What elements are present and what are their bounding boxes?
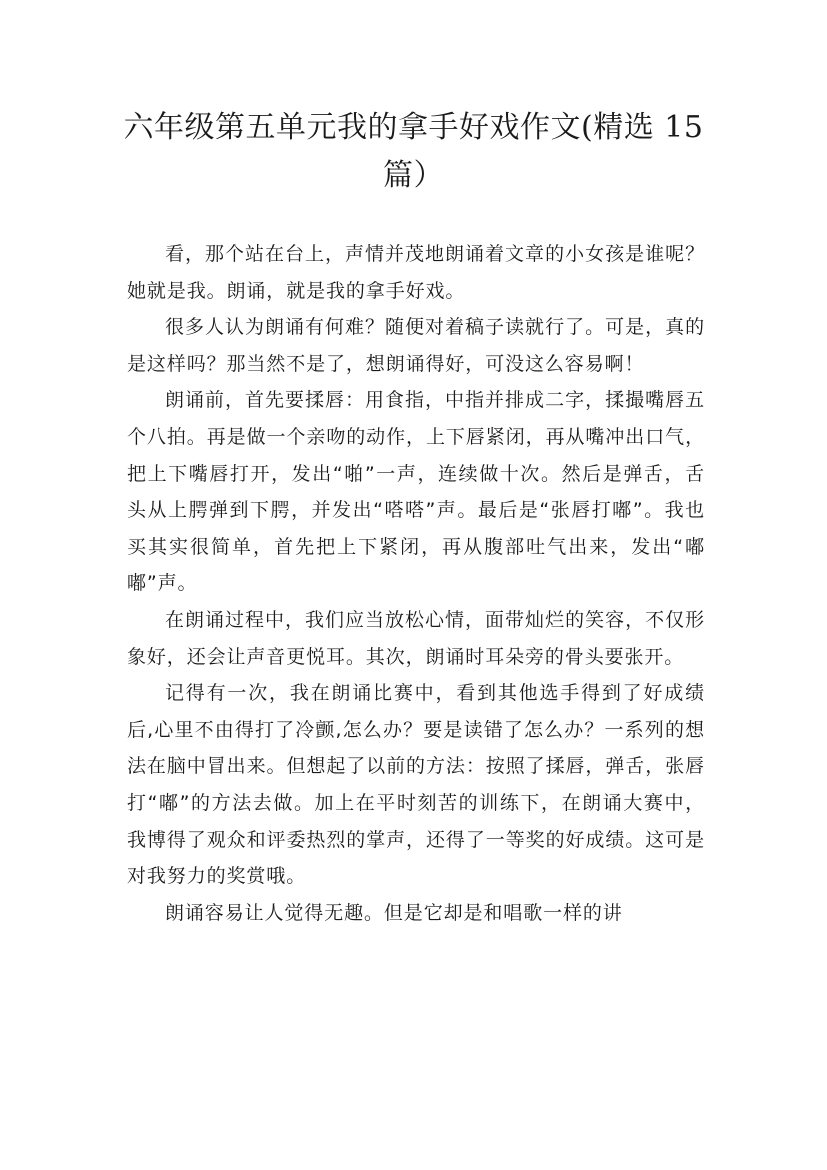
paragraph: 看，那个站在台上，声情并茂地朗诵着文章的小女孩是谁呢？她就是我。朗诵，就是我的拿手好戏。 — [127, 243, 705, 302]
paragraph: 朗诵容易让人觉得无趣。但是它却是和唱歌一样的讲 — [165, 901, 623, 924]
paragraph: 朗诵前，首先要揉唇：用食指，中指并排成二字，揉撮嘴唇五个八拍。再是做一个亲吻的动作，上下唇紧闭，再从嘴冲出口气，把上下嘴唇打开，发出“啪”一声，连续做十次。然后是弹舌，舌头从上腭弹到下腭，并发出“嗒嗒”声。最后是“张唇打嘟”。我也买其实很简单，首先把上下紧闭，再从腹部吐气出来，发出“嘟嘟”声。 — [127, 389, 705, 595]
paragraph: 记得有一次，我在朗诵比赛中，看到其他选手得到了好成绩后,心里不由得打了冷颤,怎么办？要是读错了怎么办？一系列的想法在脑中冒出来。但想起了以前的方法：按照了揉唇，弹舌，张唇打“嘟”的方法去做。加上在平时刻苦的训练下，在朗诵大赛中，我博得了观众和评委热烈的掌声，还得了一等奖的好成绩。这可是对我努力的奖赏哦。 — [127, 682, 705, 888]
document-body — [127, 236, 705, 931]
paragraph: 在朗诵过程中，我们应当放松心情，面带灿烂的笑容，不仅形象好，还会让声音更悦耳。其次，朗诵时耳朵旁的骨头要张开。 — [127, 608, 705, 668]
document-title: 六年级第五单元我的拿手好戏作文(精选 15 篇） — [123, 110, 704, 193]
paragraph: 很多人认为朗诵有何难？随便对着稿子读就行了。可是，真的是这样吗？那当然不是了，想朗诵得好，可没这么容易啊！ — [127, 316, 705, 375]
